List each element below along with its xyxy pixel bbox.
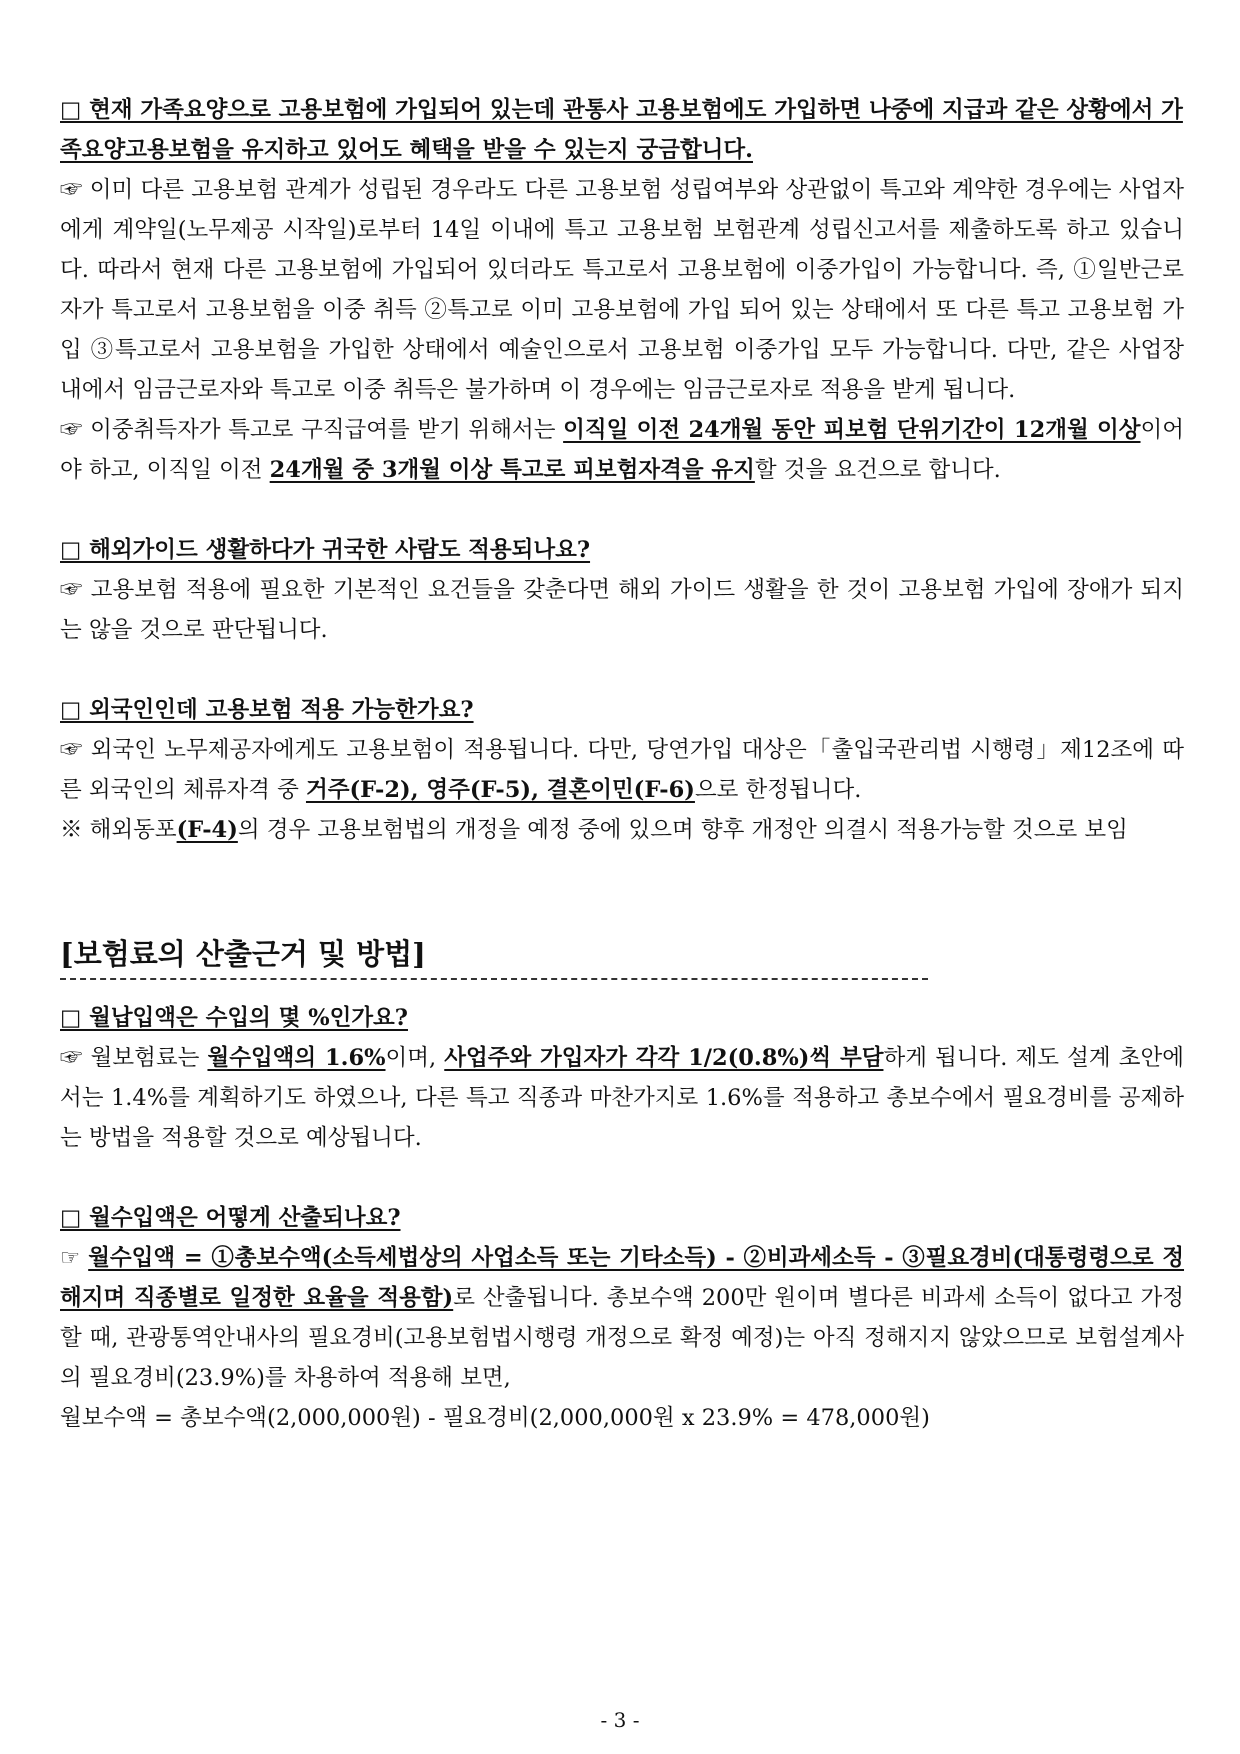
section-divider — [60, 978, 928, 980]
answer-text: 하게 됩니다. 제도 설계 초안에서는 1.4%를 계획하기도 하였으나, 다른 특고 직종과 마찬가지로 1.6%를 적용하고 총보수에서 필요경비를 공제하는 방법을 적용할 것으로 예상됩니다. — [60, 1045, 1184, 1151]
section-title: [보험료의 산출근거 및 방법] — [60, 937, 426, 971]
answer-text: 이며, — [385, 1045, 445, 1071]
answer-text: ☞ 외국인 노무제공자에게도 고용보험이 적용됩니다. 다만, 당연가입 대상은「출입국관리법 시행령」제12조에 따른 외국인의 체류자격 중 — [60, 737, 1184, 803]
question-heading: □ 월납입액은 수입의 몇 %인가요? — [60, 1005, 408, 1031]
page-number: - 3 - — [600, 1708, 640, 1732]
question-heading: □ 해외가이드 생활하다가 귀국한 사람도 적용되나요? — [60, 537, 591, 563]
answer-paragraph — [60, 1238, 1184, 1398]
question-heading: □ 월수입액은 어떻게 산출되나요? — [60, 1205, 401, 1231]
note-text: 의 경우 고용보험법의 개정을 예정 중에 있으며 향후 개정안 의결시 적용가능할 것으로 보임 — [237, 817, 1128, 843]
answer-emphasis: 24개월 중 3개월 이상 특고로 피보험자격을 유지 — [269, 457, 755, 483]
note-paragraph — [60, 810, 1184, 850]
answer-emphasis: 사업주와 가입자가 각각 1/2(0.8%)씩 부담 — [444, 1045, 884, 1071]
question-heading: □ 현재 가족요양으로 고용보험에 가입되어 있는데 관통사 고용보험에도 가입하면 나중에 지급과 같은 상황에서 가족요양고용보험을 유지하고 있어도 혜택을 받을 수 있는지 궁금합니다. — [60, 97, 1183, 163]
answer-paragraph — [60, 1038, 1184, 1158]
answer-text: 으로 한정됩니다. — [694, 777, 862, 803]
answer-text: 할 것을 요건으로 합니다. — [754, 457, 1001, 483]
answer-emphasis: 거주(F-2), 영주(F-5), 결혼이민(F-6) — [305, 777, 695, 803]
answer-paragraph — [60, 410, 1184, 490]
answer-paragraph — [60, 730, 1184, 810]
answer-text: ☞ 월보험료는 — [60, 1045, 208, 1071]
answer-emphasis: 월수입액의 1.6% — [207, 1045, 386, 1071]
answer-text: ☞ — [60, 1245, 89, 1271]
note-emphasis: (F-4) — [176, 817, 238, 843]
note-text: ※ 해외동포 — [60, 817, 177, 843]
answer-paragraph: ☞ 고용보험 적용에 필요한 기본적인 요건들을 갖춘다면 해외 가이드 생활을 한 것이 고용보험 가입에 장애가 되지는 않을 것으로 판단됩니다. — [60, 577, 1184, 643]
answer-paragraph: ☞ 이미 다른 고용보험 관계가 성립된 경우라도 다른 고용보험 성립여부와 상관없이 특고와 계약한 경우에는 사업자에게 계약일(노무제공 시작일)로부터 14일 이내에 특고 고용보험 보험관계 성립신고서를 제출하도록 하고 있습니다. 따라서 현재 다른 고용보험에 가입되어 있더라도 특고로서 고용보험에 이중가입이 가능합니다. 즉, ①일반근로자가 특고로서 고용보험을 이중 취득 ②특고로 이미 고용보험에 가입 되어 있는 상태에서 또 다른 특고 고용보험 가입 ③특고로서 고용보험을 가입한 상태에서 예술인으로서 고용보험 이중가입 모두 가능합니다. 다만, 같은 사업장 내에서 임금근로자와 특고로 이중 취득은 불가하며 이 경우에는 임금근로자로 적용을 받게 됩니다. — [60, 177, 1184, 403]
formula-line: 월보수액 = 총보수액(2,000,000원) - 필요경비(2,000,000원 x 23.9% = 478,000원) — [60, 1405, 930, 1431]
answer-text: ☞ 이중취득자가 특고로 구직급여를 받기 위해서는 — [60, 417, 564, 443]
answer-emphasis: 월수입액 = ①총보수액(소득세법상의 사업소득 또는 기타소득) - ②비과세소득 - ③필요경비(대통령령으로 정해지며 직종별로 일정한 요율을 적용함) — [60, 1245, 1185, 1311]
answer-text: 이어야 하고, 이직일 이전 — [60, 417, 1184, 483]
answer-emphasis: 이직일 이전 24개월 동안 피보험 단위기간이 12개월 이상 — [563, 417, 1141, 443]
answer-text: 로 산출됩니다. 총보수액 200만 원이며 별다른 비과세 소득이 없다고 가정할 때, 관광통역안내사의 필요경비(고용보험법시행령 개정으로 확정 예정)는 아직 정해지지 않았으므로 보험설계사의 필요경비(23.9%)를 차용하여 적용해 보면, — [60, 1285, 1184, 1391]
question-heading: □ 외국인인데 고용보험 적용 가능한가요? — [60, 697, 474, 723]
